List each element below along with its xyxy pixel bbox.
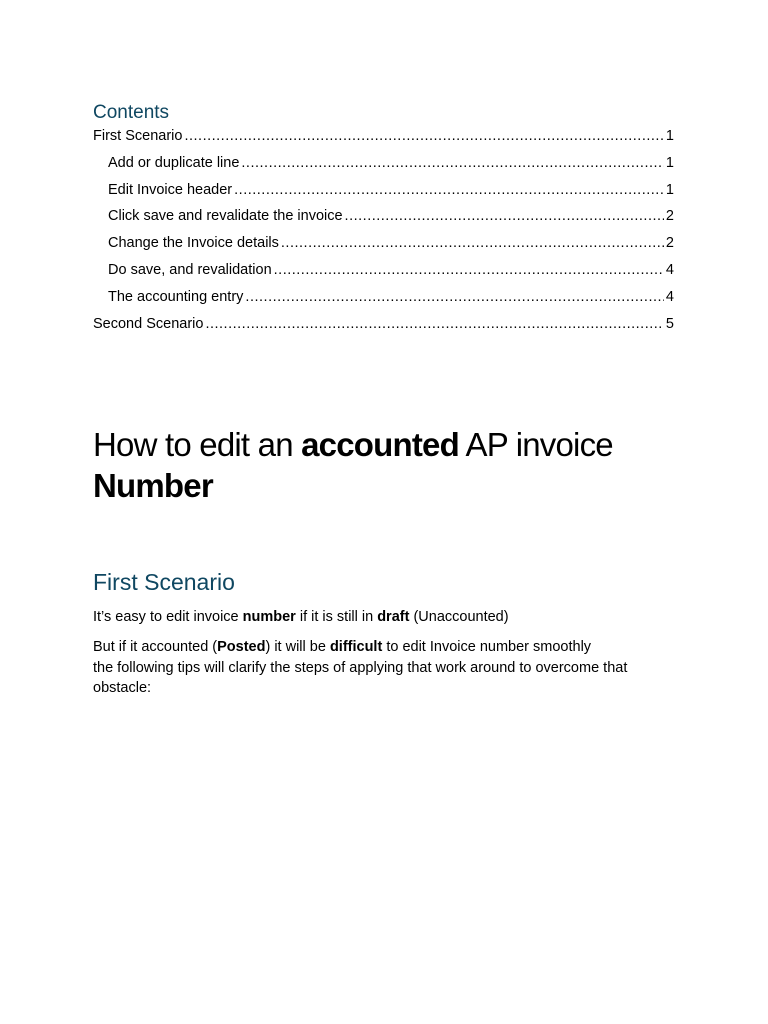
document-title bbox=[93, 424, 675, 506]
toc-entry-label: First Scenario bbox=[93, 128, 183, 144]
toc-dot-leader bbox=[205, 314, 663, 334]
toc-entry-add-or-duplicate-line[interactable] bbox=[93, 153, 674, 180]
toc-entry-do-save-revalidation[interactable] bbox=[93, 260, 674, 287]
toc-entry-label: Add or duplicate line bbox=[108, 154, 240, 171]
toc-entry-label: Do save, and revalidation bbox=[108, 261, 272, 278]
toc-page-number: 1 bbox=[665, 154, 674, 171]
paragraph-text: if it is still in bbox=[295, 609, 378, 625]
paragraph-bold-text: number bbox=[242, 609, 296, 625]
section-heading-first-scenario: First Scenario bbox=[93, 569, 235, 595]
paragraph-text: ) it will be bbox=[265, 639, 330, 655]
paragraph-text: But if it accounted ( bbox=[93, 639, 218, 655]
table-of-contents bbox=[93, 126, 674, 340]
toc-entry-label: Edit Invoice header bbox=[108, 181, 233, 198]
paragraph-intro bbox=[93, 607, 675, 628]
toc-heading: Contents bbox=[93, 102, 170, 123]
toc-entry-edit-invoice-header[interactable] bbox=[93, 180, 674, 207]
toc-page-number: 2 bbox=[665, 208, 674, 225]
title-bold-text: accounted bbox=[301, 426, 459, 463]
toc-entry-click-save-revalidate[interactable] bbox=[93, 206, 674, 233]
title-text: How to edit an bbox=[93, 426, 302, 463]
toc-dot-leader bbox=[234, 180, 664, 200]
toc-dot-leader bbox=[184, 126, 663, 146]
toc-entry-change-invoice-details[interactable] bbox=[93, 233, 674, 260]
paragraph-bold-text: Posted bbox=[217, 639, 266, 655]
paragraph-bold-text: difficult bbox=[329, 639, 383, 655]
toc-dot-leader bbox=[345, 206, 664, 226]
toc-entry-accounting-entry[interactable] bbox=[93, 287, 674, 314]
toc-dot-leader bbox=[281, 233, 664, 253]
toc-page-number: 1 bbox=[665, 128, 674, 144]
toc-page-number: 4 bbox=[665, 261, 674, 278]
toc-page-number: 2 bbox=[665, 235, 674, 252]
paragraph-difficulty bbox=[93, 637, 675, 699]
paragraph-bold-text: draft bbox=[377, 609, 410, 625]
paragraph-text: It’s easy to edit invoice bbox=[93, 609, 243, 625]
toc-entry-label: Second Scenario bbox=[93, 315, 204, 332]
toc-entry-label: Change the Invoice details bbox=[108, 235, 279, 252]
toc-entry-label: The accounting entry bbox=[108, 288, 244, 305]
paragraph-text: the following tips will clarify the steps of applying that work around to overcome that obstacle: bbox=[93, 659, 628, 696]
paragraph-text: to edit Invoice number smoothly bbox=[382, 639, 592, 655]
toc-page-number: 5 bbox=[665, 315, 674, 332]
toc-entry-label: Click save and revalidate the invoice bbox=[108, 208, 343, 225]
toc-entry-second-scenario[interactable] bbox=[93, 314, 674, 341]
toc-page-number: 4 bbox=[665, 288, 674, 305]
toc-dot-leader bbox=[241, 153, 664, 173]
toc-dot-leader bbox=[274, 260, 664, 280]
title-bold-text: Number bbox=[93, 467, 213, 504]
title-text: AP invoice bbox=[458, 426, 613, 463]
toc-entry-first-scenario[interactable] bbox=[93, 126, 674, 153]
toc-dot-leader bbox=[245, 287, 664, 307]
toc-page-number: 1 bbox=[665, 181, 674, 198]
paragraph-text: (Unaccounted) bbox=[409, 609, 509, 625]
